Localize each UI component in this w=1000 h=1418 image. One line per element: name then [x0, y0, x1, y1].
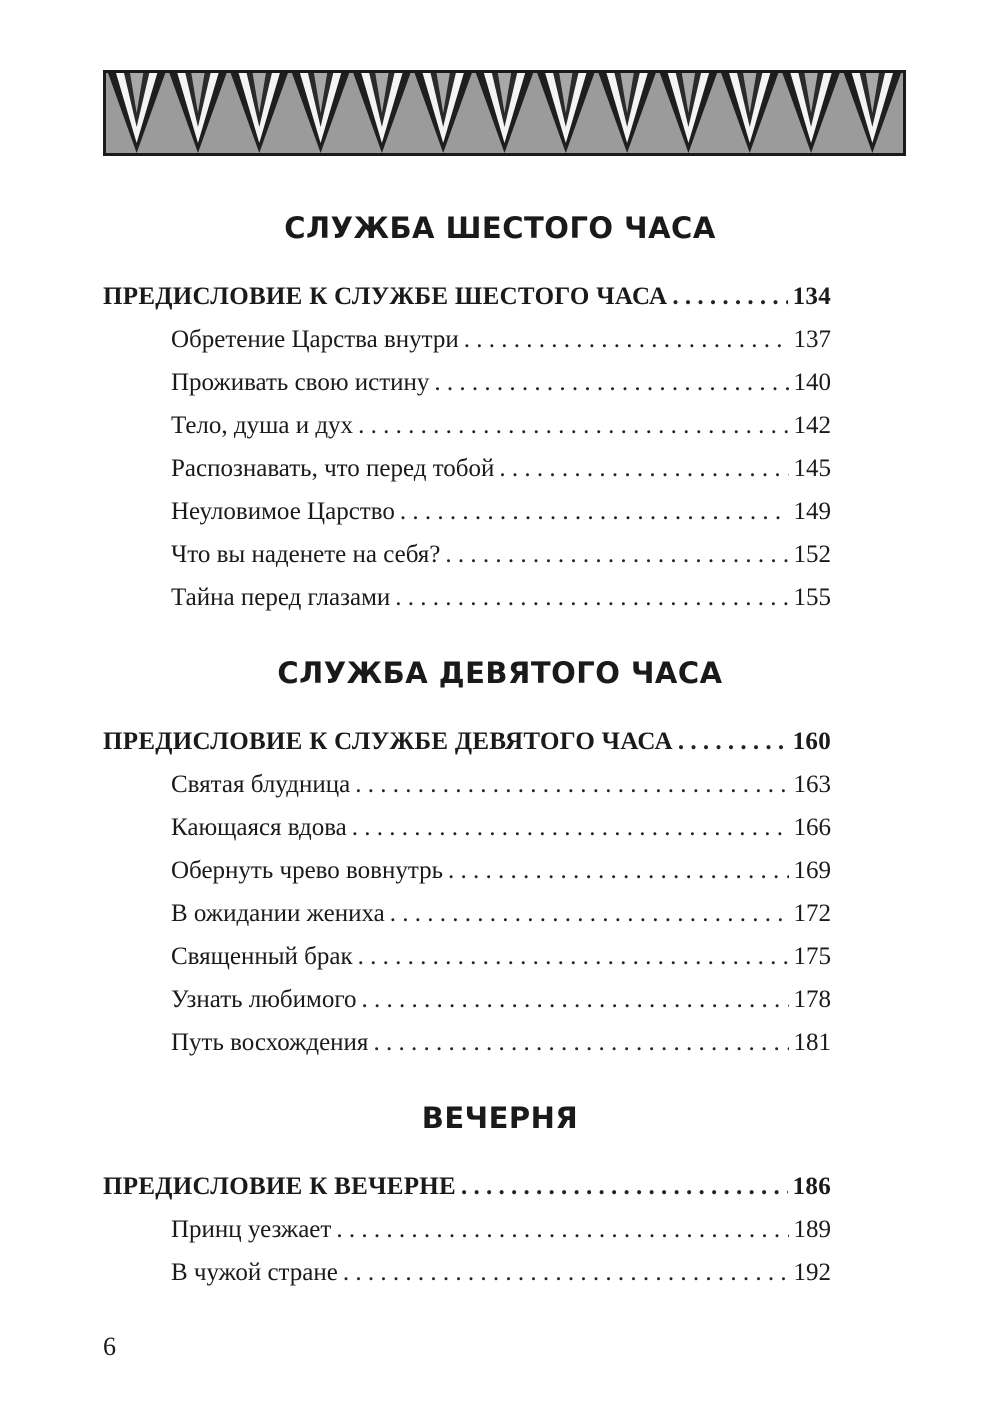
toc-heading-label: ПРЕДИСЛОВИЕ К СЛУЖБЕ ШЕСТОГО ЧАСА — [103, 283, 668, 310]
leader-dots — [358, 939, 789, 975]
decorative-banner — [103, 70, 906, 156]
toc-entry-label: Священный брак — [171, 943, 353, 970]
toc-page-number: 155 — [793, 584, 831, 611]
leader-dots — [445, 537, 788, 573]
toc-entry-label: В чужой стране — [171, 1259, 338, 1286]
leader-dots — [336, 1212, 788, 1248]
leader-dots — [448, 853, 789, 889]
leader-dots — [358, 408, 788, 444]
toc-entry[interactable] — [171, 451, 831, 487]
toc-entry[interactable] — [171, 982, 831, 1018]
section-title-vespers: ВЕЧЕРНЯ — [421, 1101, 579, 1135]
toc-entry-label: В ожидании жениха — [171, 900, 385, 927]
toc-page-number: 163 — [793, 771, 831, 798]
toc-entry-label: Обретение Царства внутри — [171, 326, 459, 353]
toc-entry[interactable] — [171, 1255, 831, 1291]
chevron-pattern-icon — [106, 73, 903, 153]
toc-page-number: 137 — [793, 326, 831, 353]
toc-entry[interactable] — [171, 322, 831, 358]
leader-dots — [343, 1255, 789, 1291]
toc-heading-row[interactable] — [103, 1169, 831, 1205]
toc-page-number: 152 — [793, 541, 831, 568]
toc-entry-label: Что вы наденете на себя? — [171, 541, 441, 568]
toc-entry[interactable] — [171, 1212, 831, 1248]
toc-page-number: 178 — [793, 986, 831, 1013]
toc-page-number: 145 — [793, 455, 831, 482]
toc-heading-label: ПРЕДИСЛОВИЕ К СЛУЖБЕ ДЕВЯТОГО ЧАСА — [103, 728, 673, 755]
leader-dots — [672, 279, 787, 315]
toc-entry[interactable] — [171, 767, 831, 803]
leader-dots — [499, 451, 788, 487]
toc-page-number: 140 — [793, 369, 831, 396]
leader-dots — [352, 810, 789, 846]
toc-page-number: 149 — [793, 498, 831, 525]
toc-entry-label: Проживать свою истину — [171, 369, 430, 396]
toc-entry[interactable] — [171, 537, 831, 573]
toc-entry[interactable] — [171, 1025, 831, 1061]
toc-entry[interactable] — [171, 365, 831, 401]
toc-entry-label: Принц уезжает — [171, 1216, 332, 1243]
toc-page-number: 166 — [793, 814, 831, 841]
leader-dots — [355, 767, 788, 803]
toc-entry-label: Неуловимое Царство — [171, 498, 395, 525]
toc-entry-label: Тайна перед глазами — [171, 584, 391, 611]
toc-heading-row[interactable] — [103, 724, 831, 760]
toc-page-number: 175 — [793, 943, 831, 970]
toc-entry-label: Тело, душа и дух — [171, 412, 354, 439]
toc-page-number: 189 — [793, 1216, 831, 1243]
toc-entry-label: Распознавать, что перед тобой — [171, 455, 495, 482]
leader-dots — [400, 494, 789, 530]
toc-page-number: 181 — [793, 1029, 831, 1056]
toc-entry-label: Узнать любимого — [171, 986, 357, 1013]
leader-dots — [373, 1025, 788, 1061]
toc-entry-label: Обернуть чрево вовнутрь — [171, 857, 443, 884]
toc-entry[interactable] — [171, 896, 831, 932]
toc-entry[interactable] — [171, 494, 831, 530]
leader-dots — [390, 896, 789, 932]
toc-page-number: 169 — [793, 857, 831, 884]
toc-heading-row[interactable] — [103, 279, 831, 315]
leader-dots — [461, 1169, 788, 1205]
toc-page-number: 134 — [792, 283, 831, 310]
toc-entry[interactable] — [171, 408, 831, 444]
leader-dots — [464, 322, 789, 358]
toc-page-number: 160 — [792, 728, 831, 755]
toc-entry-label: Кающаяся вдова — [171, 814, 347, 841]
toc-page-number: 172 — [793, 900, 831, 927]
toc-page-number: 142 — [793, 412, 831, 439]
leader-dots — [395, 580, 788, 616]
section-title-ninth-hour: СЛУЖБА ДЕВЯТОГО ЧАСА — [277, 656, 723, 690]
leader-dots — [678, 724, 788, 760]
toc-page-number: 192 — [793, 1259, 831, 1286]
section-title-sixth-hour: СЛУЖБА ШЕСТОГО ЧАСА — [284, 211, 716, 245]
toc-entry-label: Путь восхождения — [171, 1029, 369, 1056]
toc-entry[interactable] — [171, 939, 831, 975]
page-number: 6 — [103, 1332, 116, 1361]
toc-page-number: 186 — [792, 1173, 831, 1200]
toc-entry[interactable] — [171, 580, 831, 616]
toc-entry[interactable] — [171, 810, 831, 846]
toc-entry[interactable] — [171, 853, 831, 889]
toc-entry-label: Святая блудница — [171, 771, 351, 798]
leader-dots — [362, 982, 789, 1018]
leader-dots — [434, 365, 788, 401]
toc-heading-label: ПРЕДИСЛОВИЕ К ВЕЧЕРНЕ — [103, 1173, 457, 1200]
